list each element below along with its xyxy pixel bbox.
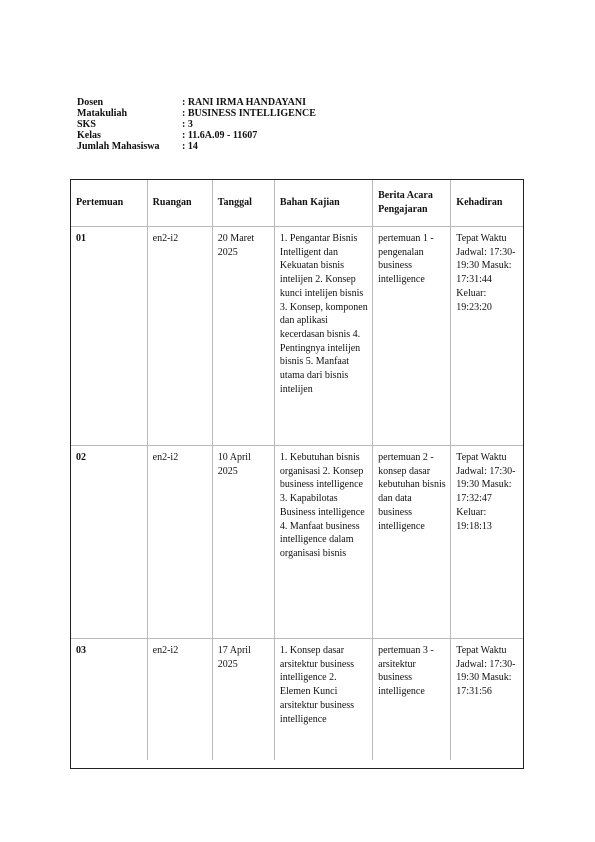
cell-berita-acara: pertemuan 2 - konsep dasar kebutuhan bisnis dan data business intelligence bbox=[373, 446, 451, 639]
info-row-matakuliah bbox=[77, 108, 316, 119]
cell-berita-acara: pertemuan 3 - arsitektur business intelligence bbox=[373, 639, 451, 761]
cell-bahan-kajian: 1. Pengantar Bisnis Intelligent dan Kekuatan bisnis intelijen 2. Konsep kunci intelijen bisnis 3. Konsep, komponen dan aplikasi kecerdasan bisnis 4. Pentingnya intelijen bisnis 5. Manfaat utama dari bisnis intelijen bbox=[274, 227, 372, 446]
cell-tanggal: 17 April 2025 bbox=[212, 639, 274, 761]
info-label: Jumlah Mahasiswa bbox=[77, 141, 160, 152]
cell-kehadiran: Tepat Waktu Jadwal: 17:30-19:30 Masuk: 17:31:44 Keluar: 19:23:20 bbox=[451, 227, 523, 446]
cell-pertemuan: 03 bbox=[71, 639, 147, 761]
cell-bahan-kajian: 1. Konsep dasar arsitektur business intelligence 2. Elemen Kunci arsitektur business intelligence bbox=[274, 639, 372, 761]
info-value: : RANI IRMA HANDAYANI bbox=[182, 97, 306, 108]
column-header-berita-acara: Berita Acara Pengajaran bbox=[373, 180, 451, 227]
info-row-jumlah-mahasiswa bbox=[77, 141, 316, 152]
column-header-ruangan: Ruangan bbox=[147, 180, 212, 227]
info-value: : 14 bbox=[182, 141, 198, 152]
cell-kehadiran: Tepat Waktu Jadwal: 17:30-19:30 Masuk: 17:32:47 Keluar: 19:18:13 bbox=[451, 446, 523, 639]
cell-ruangan: en2-i2 bbox=[147, 639, 212, 761]
table-row bbox=[71, 446, 523, 639]
cell-bahan-kajian: 1. Kebutuhan bisnis organisasi 2. Konsep business intelligence 3. Kapabilotas Business intelligence 4. Manfaat business intelligence dalam organisasi bisnis bbox=[274, 446, 372, 639]
column-header-tanggal: Tanggal bbox=[212, 180, 274, 227]
info-label: Kelas bbox=[77, 130, 101, 141]
cell-pertemuan: 01 bbox=[71, 227, 147, 446]
column-header-kehadiran: Kehadiran bbox=[451, 180, 523, 227]
cell-pertemuan: 02 bbox=[71, 446, 147, 639]
course-info bbox=[77, 97, 316, 152]
table-row bbox=[71, 639, 523, 761]
cell-tanggal: 20 Maret 2025 bbox=[212, 227, 274, 446]
table-header-row bbox=[71, 180, 523, 227]
cell-tanggal: 10 April 2025 bbox=[212, 446, 274, 639]
info-row-kelas bbox=[77, 130, 316, 141]
info-value: : 3 bbox=[182, 119, 193, 130]
info-row-dosen bbox=[77, 97, 316, 108]
column-header-bahan-kajian: Bahan Kajian bbox=[274, 180, 372, 227]
info-row-sks bbox=[77, 119, 316, 130]
cell-ruangan: en2-i2 bbox=[147, 446, 212, 639]
info-label: Dosen bbox=[77, 97, 104, 108]
info-value: : 11.6A.09 - 11607 bbox=[182, 130, 258, 141]
info-value: : BUSINESS INTELLIGENCE bbox=[182, 108, 316, 119]
cell-kehadiran: Tepat Waktu Jadwal: 17:30-19:30 Masuk: 17:31:56 bbox=[451, 639, 523, 761]
attendance-table-frame bbox=[70, 179, 524, 769]
attendance-table bbox=[71, 180, 523, 760]
cell-berita-acara: pertemuan 1 - pengenalan business intelligence bbox=[373, 227, 451, 446]
table-row bbox=[71, 227, 523, 446]
info-label: Matakuliah bbox=[77, 108, 128, 119]
cell-ruangan: en2-i2 bbox=[147, 227, 212, 446]
column-header-pertemuan: Pertemuan bbox=[71, 180, 147, 227]
info-label: SKS bbox=[77, 119, 96, 130]
